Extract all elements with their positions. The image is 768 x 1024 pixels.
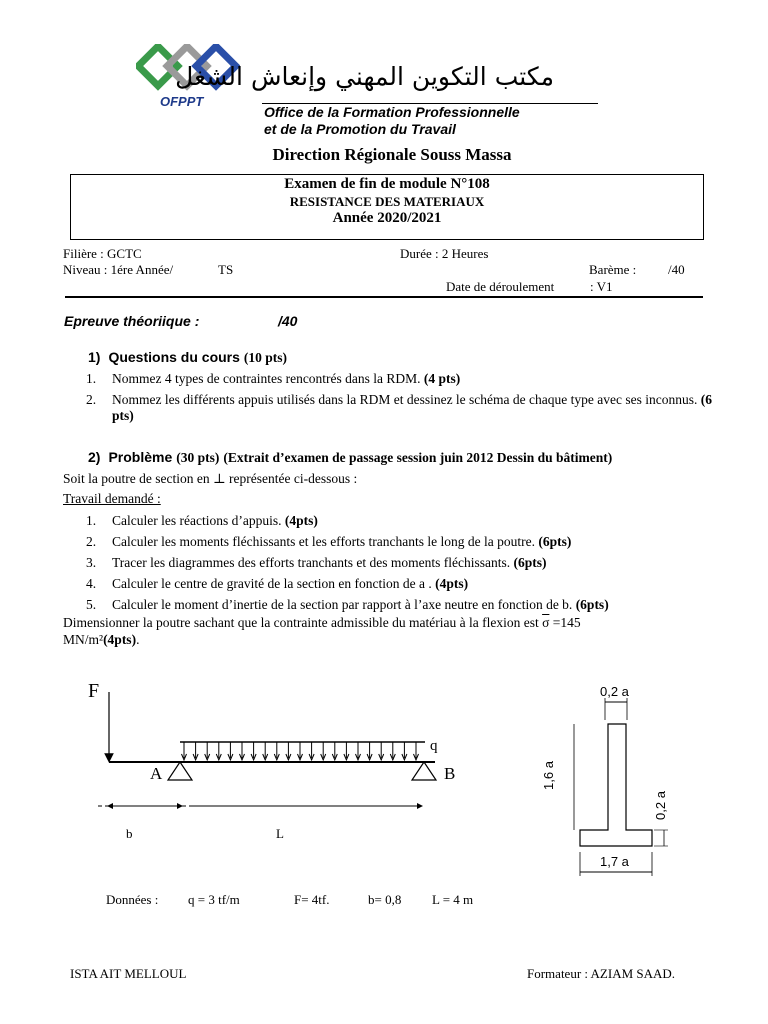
- filiere: Filière : GCTC: [63, 246, 142, 261]
- date-value: : V1: [590, 279, 613, 294]
- list-item: 2. Nommez les différents appuis utilisés dans la RDM et dessinez le schéma de chaque type avec ses inconnus. (6 pts): [86, 392, 712, 423]
- donnees-b: b= 0,8: [368, 892, 402, 907]
- section1-heading: [88, 349, 287, 367]
- section2-intro: Soit la poutre de section en ⊥ représentée ci-dessous :: [63, 471, 358, 486]
- section-figure: [540, 680, 690, 880]
- date-label: Date de déroulement: [446, 279, 555, 294]
- logo-text: OFPPT: [160, 94, 204, 109]
- exam-subject: RESISTANCE DES MATERIAUX: [289, 194, 485, 209]
- donnees-q: q = 3 tf/m: [188, 892, 240, 907]
- niveau-ts: TS: [218, 262, 234, 277]
- bareme-value: /40: [668, 262, 685, 277]
- exam-year: Année 2020/2021: [332, 210, 442, 226]
- epreuve-score: /40: [278, 313, 298, 329]
- list-item: 4. Calculer le centre de gravité de la section en fonction de a . (4pts): [86, 576, 469, 591]
- footer-right: Formateur : AZIAM SAAD.: [527, 966, 676, 981]
- travail-demande: Travail demandé :: [63, 491, 161, 506]
- beam-diagram: [80, 676, 470, 846]
- section2-extract: (Extrait d’examen de passage session juin 2012 Dessin du bâtiment): [223, 450, 613, 465]
- exam-title-box: [70, 174, 704, 240]
- epreuve-label: Epreuve théoriique :: [64, 313, 200, 329]
- dim-height-label: 1,6 a: [540, 761, 556, 790]
- t-section-svg: [540, 680, 690, 880]
- office-line-2: et de la Promotion du Travail: [264, 121, 456, 137]
- info-divider: [65, 296, 703, 298]
- dimension-paragraph: Dimensionner la poutre sachant que la contrainte admissible du matériau à la flexion est $\overline{\sigma} =145$ MN/m²(4pts).: [63, 615, 581, 647]
- duree: Durée : 2 Heures: [400, 246, 489, 261]
- sigma-symbol: $\overline{\sigma}$: [542, 615, 550, 630]
- section2-number: 2): [88, 449, 101, 465]
- section2-points: (30 pts): [176, 450, 220, 465]
- list-item: 5. Calculer le moment d’inertie de la section par rapport à l’axe neutre en fonction de b. (6pts): [86, 597, 609, 612]
- office-line-1: Office de la Formation Professionnelle: [264, 104, 520, 120]
- section1-points: (10 pts): [243, 350, 288, 365]
- dim-bottom-label: 1,7 a: [600, 854, 629, 869]
- donnees-l: L = 4 m: [432, 892, 474, 907]
- direction-title: Direction Régionale Souss Massa: [272, 145, 512, 164]
- beam-diagram-svg: [80, 676, 470, 846]
- exam-title: Examen de fin de module N°108: [284, 176, 490, 192]
- list-item: 2. Calculer les moments fléchissants et les efforts tranchants le long de la poutre. (6pts): [86, 534, 572, 549]
- force-label: F: [88, 680, 100, 702]
- support-b-label: B: [444, 764, 456, 783]
- dim-flange-label: 0,2 a: [652, 791, 668, 820]
- section1-title: Questions du cours: [108, 349, 240, 365]
- load-label: q: [430, 738, 438, 754]
- niveau: Niveau : 1ére Année/: [63, 262, 174, 277]
- dim-l-label: L: [276, 826, 284, 841]
- section1-number: 1): [88, 349, 101, 365]
- support-a-label: A: [150, 764, 163, 783]
- dim-top-label: 0,2 a: [600, 684, 629, 699]
- footer-left: ISTA AIT MELLOUL: [70, 966, 187, 981]
- bareme-label: Barème :: [589, 262, 637, 277]
- list-item: 1. Calculer les réactions d’appuis. (4pts): [86, 513, 318, 528]
- section2-title: Problème: [108, 449, 173, 465]
- section1-list: [86, 371, 722, 424]
- section2-heading: [88, 449, 612, 467]
- list-item: 1. Nommez 4 types de contraintes rencontrés dans la RDM. (4 pts): [86, 371, 461, 386]
- donnees-f: F= 4tf.: [294, 892, 330, 907]
- section2-list: [86, 513, 726, 613]
- dim-b-label: b: [126, 826, 133, 841]
- arabic-name: مكتب التكوين المهني وإنعاش الشغل: [175, 62, 554, 91]
- donnees-label: Données :: [106, 892, 159, 907]
- list-item: 3. Tracer les diagrammes des efforts tranchants et des moments fléchissants. (6pts): [86, 555, 547, 570]
